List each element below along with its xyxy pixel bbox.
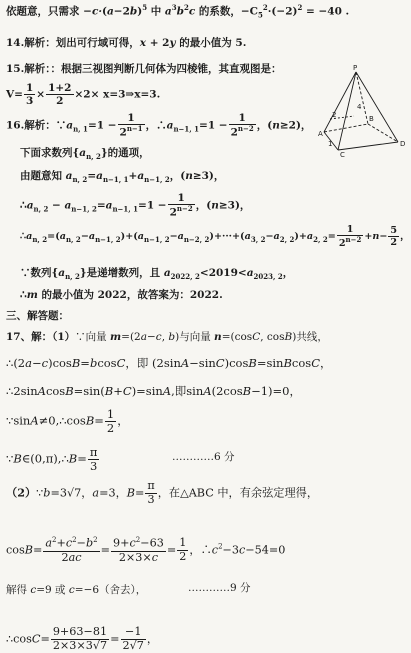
line-16-a: 16.解析：$\because a_{n, 1}=1$ − $\frac{1}{2^{n-1}}$ ，$\therefore a_{n-1, 1}=1$ − $\frac{1}{2^{n-2}}$ ，(n≥2)， [6,112,312,139]
line-14: 14.解析：划出可行域可得，x + 2y 的最小值为 5. [6,37,247,49]
line-15: 15.解析：：根据三视图判断几何体为四棱锥，其直观图是： [6,63,282,75]
line-13-tail: 依题意，只需求 $-c\cdot(a-2b)^5$ 中 $a^3b^2c$ 的系数，$-C_5^2\cdot(-2)^2 = -40$ . [6,3,350,20]
line-17-f: （2）∵b=3√7，a=3，B= $\frac{\pi}{3}$ ，在△ABC 中，有余弦定理得， [6,479,319,506]
label-2: 2 [332,111,337,119]
line-16-f: ∵数列$\{a_{n, 2}\}$是递增数列，且 $a_{2022, 2}<2019<a_{2023, 2}$， [20,267,294,282]
line-16-c: 由题意知 $a_{n, 2}=a_{n-1, 1}+a_{n-1, 2}$，(n≥3)， [20,170,225,185]
line-17-a: 17、解：（1）∵向量 m=(2a−c, b)与向量 n=(cosC, cosB)共线， [6,331,328,343]
label-1: 1 [328,140,333,148]
line-16-b: 下面求数列$\{a_{n, 2}\}$的通项， [20,147,150,162]
label-b: B [369,115,374,123]
line-17-g: cosB= $\frac{a^2+c^2-b^2}{2ac}$ = $\frac{9+c^2-63}{2\times 3\times c}$ = $\frac{1}{2}$ ，$\therefore c^2-3c-54=0$ [6,535,286,564]
pyramid-figure [318,64,408,159]
label-p: P [353,64,358,72]
line-16-d: $\therefore a_{n, 2} - a_{n-1, 2}=a_{n-1, 1}=1$ − $\frac{1}{2^{n-2}}$ ，(n≥3)， [20,192,251,219]
line-17-b: ∴(2a−c)cosB=bcosC，即 (2sinA−sinC)cosB=sinBcosC， [6,356,332,370]
line-17-h: 解得 c=9 或 c=−6（舍去）， [6,584,147,596]
score-6: …………6 分 [172,451,235,463]
section-3-heading: 三、解答题： [6,310,69,322]
score-9: …………9 分 [188,582,251,594]
line-17-i: ∴cosC= $\frac{9+63-81}{2\times 3\times 3√7}$ = $\frac{-1}{2√7}$ ， [6,625,159,652]
line-16-g: ∴m 的最小值为 2022，故答案为：2022. [20,289,223,301]
line-16-e: $\therefore a_{n, 2}=(a_{n, 2}-a_{n-1, 2})+(a_{n-1, 2}-a_{n-2, 2})+\cdot\cdot\cdot+(a_{3, 2}-a_{2, 2})+a_{2, 2}=$ $\frac{1}{2^{n-2}}$ +n− $\frac{5}{2}$ ， [20,224,410,250]
line-17-c: ∴2sinAcosB=sin(B+C)=sinA,即sinA(2cosB−1)=0， [6,384,302,398]
line-15-eq: V= $\frac{1}{3}$ × $\frac{1+2}{2}$ ×2× x=3⇒x=3. [6,82,161,108]
label-c: C [340,151,345,159]
label-d: D [400,140,406,148]
label-a: A [318,130,323,138]
line-17-e: ∵B∈(0,π),∴B= $\frac{\pi}{3}$ [6,445,98,474]
line-17-d: ∵sinA≠0,∴cosB= $\frac{1}{2}$ ， [6,407,129,436]
label-4: 4 [357,103,362,111]
